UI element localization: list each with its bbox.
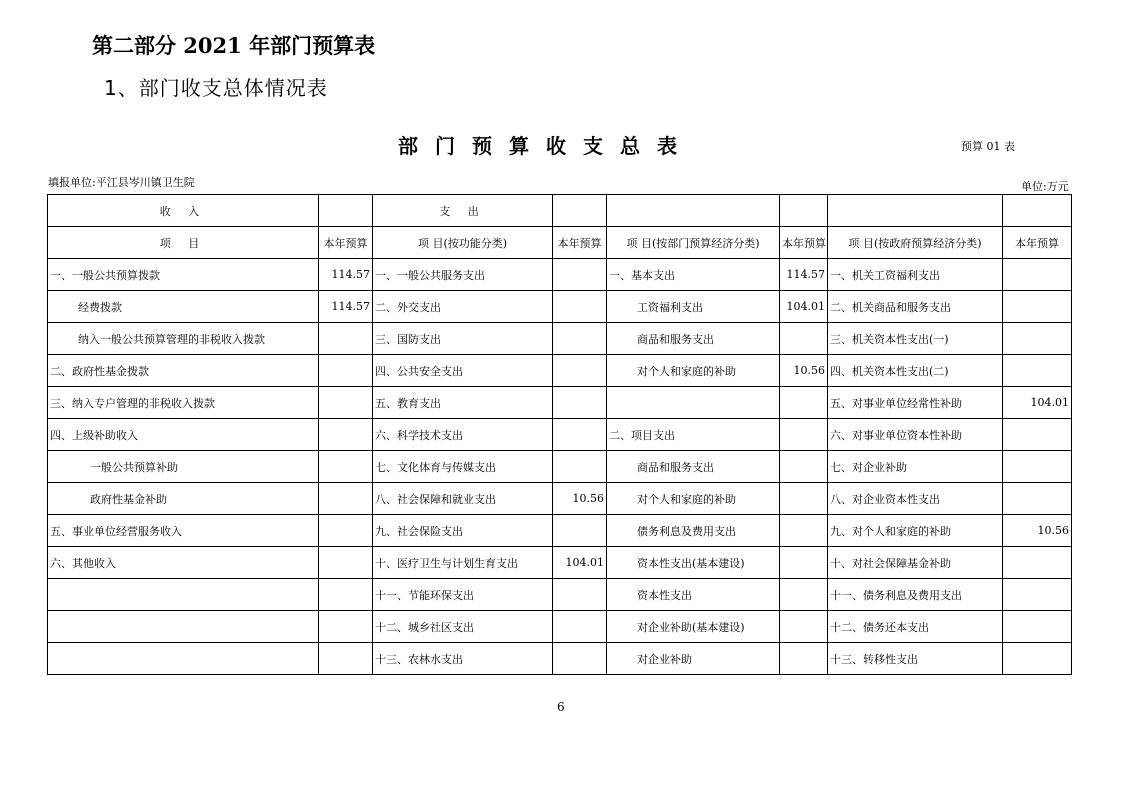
cell-gov-budget xyxy=(1003,419,1072,451)
column-header-row xyxy=(48,227,1072,259)
cell-dept-budget: 10.56 xyxy=(780,355,828,387)
cell-income-item: 三、纳入专户管理的非税收入拨款 xyxy=(48,387,319,419)
cell-func-budget xyxy=(553,579,607,611)
cell-income-budget xyxy=(319,547,373,579)
cell-dept-item: 工资福利支出 xyxy=(607,291,780,323)
empty-header-cell xyxy=(607,195,780,227)
table-row xyxy=(48,355,1072,387)
cell-dept-item: 二、项目支出 xyxy=(607,419,780,451)
table-row xyxy=(48,579,1072,611)
cell-gov-budget xyxy=(1003,259,1072,291)
cell-gov-budget: 104.01 xyxy=(1003,387,1072,419)
cell-func-budget xyxy=(553,387,607,419)
cell-income-item: 五、事业单位经营服务收入 xyxy=(48,515,319,547)
cell-dept-budget xyxy=(780,611,828,643)
cell-dept-budget xyxy=(780,387,828,419)
cell-func-budget xyxy=(553,419,607,451)
cell-income-item xyxy=(48,643,319,675)
cell-func-item: 七、文化体育与传媒支出 xyxy=(373,451,553,483)
header-group-row xyxy=(48,195,1072,227)
cell-income-budget xyxy=(319,451,373,483)
cell-income-budget xyxy=(319,323,373,355)
cell-func-item: 九、社会保险支出 xyxy=(373,515,553,547)
cell-gov-item: 十二、债务还本支出 xyxy=(828,611,1003,643)
cell-income-item: 一、一般公共预算拨款 xyxy=(48,259,319,291)
table-row xyxy=(48,419,1072,451)
cell-func-item: 二、外交支出 xyxy=(373,291,553,323)
cell-dept-budget: 114.57 xyxy=(780,259,828,291)
col-gov-item: 项 目(按政府预算经济分类) xyxy=(828,227,1003,259)
cell-func-budget: 10.56 xyxy=(553,483,607,515)
cell-dept-budget: 104.01 xyxy=(780,291,828,323)
cell-income-budget xyxy=(319,643,373,675)
cell-gov-budget xyxy=(1003,611,1072,643)
cell-income-item: 经费拨款 xyxy=(48,291,319,323)
cell-income-item xyxy=(48,579,319,611)
cell-gov-budget xyxy=(1003,291,1072,323)
cell-func-budget xyxy=(553,323,607,355)
cell-func-item: 八、社会保障和就业支出 xyxy=(373,483,553,515)
cell-gov-item: 九、对个人和家庭的补助 xyxy=(828,515,1003,547)
cell-func-item: 四、公共安全支出 xyxy=(373,355,553,387)
cell-income-item: 二、政府性基金拨款 xyxy=(48,355,319,387)
cell-func-item: 十二、城乡社区支出 xyxy=(373,611,553,643)
cell-gov-item: 五、对事业单位经常性补助 xyxy=(828,387,1003,419)
cell-gov-budget xyxy=(1003,579,1072,611)
cell-gov-item: 三、机关资本性支出(一) xyxy=(828,323,1003,355)
cell-gov-item: 一、机关工资福利支出 xyxy=(828,259,1003,291)
cell-dept-item: 对个人和家庭的补助 xyxy=(607,483,780,515)
cell-func-budget xyxy=(553,259,607,291)
empty-header-cell xyxy=(780,195,828,227)
table-row xyxy=(48,547,1072,579)
cell-gov-item: 十、对社会保障基金补助 xyxy=(828,547,1003,579)
cell-func-budget xyxy=(553,291,607,323)
table-row xyxy=(48,483,1072,515)
cell-dept-item: 资本性支出 xyxy=(607,579,780,611)
money-unit: 单位:万元 xyxy=(1021,180,1069,193)
cell-func-budget xyxy=(553,355,607,387)
part-title: 第二部分 2021 年部门预算表 xyxy=(92,33,376,58)
cell-dept-budget xyxy=(780,323,828,355)
cell-func-item: 六、科学技术支出 xyxy=(373,419,553,451)
cell-income-budget xyxy=(319,579,373,611)
cell-income-item: 一般公共预算补助 xyxy=(48,451,319,483)
cell-func-item: 十三、农林水支出 xyxy=(373,643,553,675)
cell-income-budget xyxy=(319,483,373,515)
col-func-item: 项 目(按功能分类) xyxy=(373,227,553,259)
cell-dept-item: 资本性支出(基本建设) xyxy=(607,547,780,579)
cell-dept-budget xyxy=(780,579,828,611)
empty-header-cell xyxy=(1003,195,1072,227)
col-gov-budget: 本年预算 xyxy=(1003,227,1072,259)
cell-dept-budget xyxy=(780,547,828,579)
table-row xyxy=(48,387,1072,419)
cell-gov-budget: 10.56 xyxy=(1003,515,1072,547)
col-income-item: 项 目 xyxy=(48,227,319,259)
filling-unit: 填报单位:平江县岑川镇卫生院 xyxy=(48,176,195,189)
table-number: 预算 01 表 xyxy=(961,140,1015,153)
cell-dept-budget xyxy=(780,483,828,515)
cell-gov-item: 八、对企业资本性支出 xyxy=(828,483,1003,515)
cell-func-budget xyxy=(553,643,607,675)
cell-dept-item: 对个人和家庭的补助 xyxy=(607,355,780,387)
cell-gov-budget xyxy=(1003,451,1072,483)
cell-dept-item: 商品和服务支出 xyxy=(607,451,780,483)
cell-gov-item: 十一、债务利息及费用支出 xyxy=(828,579,1003,611)
cell-gov-budget xyxy=(1003,547,1072,579)
cell-func-item: 十一、节能环保支出 xyxy=(373,579,553,611)
cell-gov-item: 二、机关商品和服务支出 xyxy=(828,291,1003,323)
empty-header-cell xyxy=(319,195,373,227)
table-row xyxy=(48,323,1072,355)
cell-dept-item: 商品和服务支出 xyxy=(607,323,780,355)
cell-income-item: 纳入一般公共预算管理的非税收入拨款 xyxy=(48,323,319,355)
cell-gov-item: 四、机关资本性支出(二) xyxy=(828,355,1003,387)
cell-dept-item xyxy=(607,387,780,419)
cell-dept-item: 对企业补助(基本建设) xyxy=(607,611,780,643)
cell-gov-item: 七、对企业补助 xyxy=(828,451,1003,483)
col-dept-budget: 本年预算 xyxy=(780,227,828,259)
cell-func-budget xyxy=(553,611,607,643)
table-row xyxy=(48,291,1072,323)
cell-gov-budget xyxy=(1003,323,1072,355)
col-dept-item: 项 目(按部门预算经济分类) xyxy=(607,227,780,259)
cell-func-item: 三、国防支出 xyxy=(373,323,553,355)
cell-income-item: 六、其他收入 xyxy=(48,547,319,579)
cell-dept-budget xyxy=(780,451,828,483)
cell-func-item: 一、一般公共服务支出 xyxy=(373,259,553,291)
cell-income-budget xyxy=(319,419,373,451)
cell-income-item: 四、上级补助收入 xyxy=(48,419,319,451)
budget-summary-table xyxy=(47,194,1072,675)
cell-income-budget xyxy=(319,355,373,387)
cell-func-budget: 104.01 xyxy=(553,547,607,579)
cell-func-budget xyxy=(553,515,607,547)
table-row xyxy=(48,259,1072,291)
cell-income-budget xyxy=(319,515,373,547)
cell-dept-budget xyxy=(780,419,828,451)
cell-income-item xyxy=(48,611,319,643)
cell-dept-item: 债务利息及费用支出 xyxy=(607,515,780,547)
cell-gov-budget xyxy=(1003,355,1072,387)
cell-gov-item: 六、对事业单位资本性补助 xyxy=(828,419,1003,451)
cell-dept-budget xyxy=(780,643,828,675)
cell-income-item: 政府性基金补助 xyxy=(48,483,319,515)
cell-gov-budget xyxy=(1003,483,1072,515)
cell-func-item: 五、教育支出 xyxy=(373,387,553,419)
cell-gov-budget xyxy=(1003,643,1072,675)
cell-income-budget: 114.57 xyxy=(319,259,373,291)
col-func-budget: 本年预算 xyxy=(553,227,607,259)
table-row xyxy=(48,643,1072,675)
table-row xyxy=(48,515,1072,547)
cell-income-budget xyxy=(319,611,373,643)
table-row xyxy=(48,611,1072,643)
page-number: 6 xyxy=(557,700,565,714)
empty-header-cell xyxy=(828,195,1003,227)
cell-income-budget: 114.57 xyxy=(319,291,373,323)
cell-func-budget xyxy=(553,451,607,483)
table-row xyxy=(48,451,1072,483)
table-title: 部门预算收支总表 xyxy=(398,134,694,158)
income-group-header: 收 入 xyxy=(48,195,319,227)
cell-income-budget xyxy=(319,387,373,419)
cell-func-item: 十、医疗卫生与计划生育支出 xyxy=(373,547,553,579)
empty-header-cell xyxy=(553,195,607,227)
section-title: 1、部门收支总体情况表 xyxy=(104,76,328,100)
col-income-budget: 本年预算 xyxy=(319,227,373,259)
expense-group-header: 支 出 xyxy=(373,195,553,227)
cell-dept-budget xyxy=(780,515,828,547)
cell-dept-item: 对企业补助 xyxy=(607,643,780,675)
cell-dept-item: 一、基本支出 xyxy=(607,259,780,291)
cell-gov-item: 十三、转移性支出 xyxy=(828,643,1003,675)
